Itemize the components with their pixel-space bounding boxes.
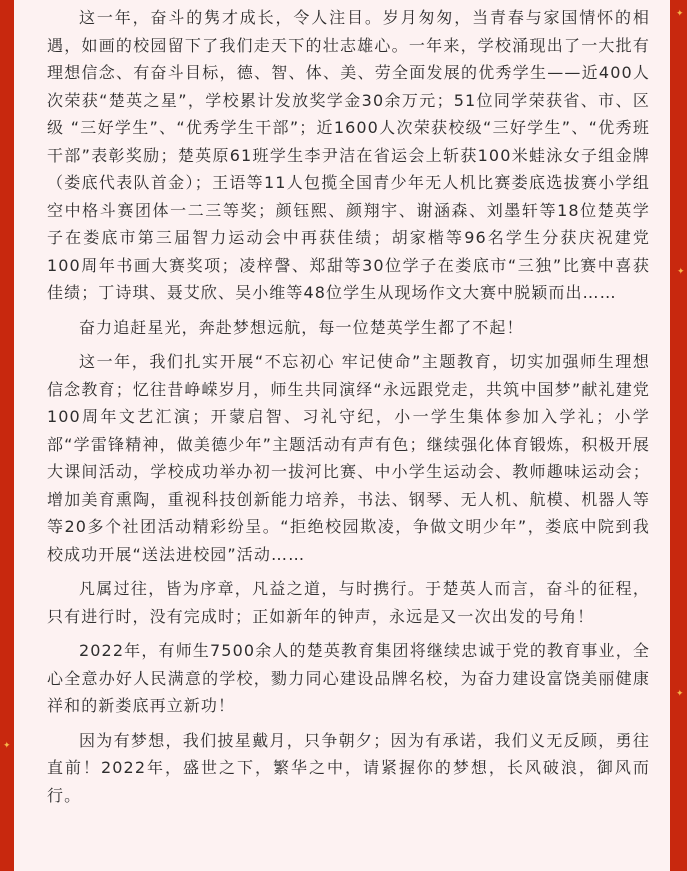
article-card (14, 0, 670, 871)
sparkle-icon: ✦ (677, 267, 685, 277)
sparkle-icon: ✦ (3, 741, 11, 751)
paragraph-journey: 凡属过往，皆为序章，凡益之道，与时携行。于楚英人而言，奋斗的征程，只有进行时，没有完成时；正如新年的钟声，永远是又一次出发的号角！ (47, 579, 650, 626)
paragraph-2022-plan: 2022年，有师生7500余人的楚英教育集团将继续忠诚于党的教育事业，全心全意办好人民满意的学校，勠力同心建设品牌名校，为奋力建设富饶美丽健康祥和的新娄底再立新功！ (47, 641, 650, 715)
paragraph-achievements: 这一年，奋斗的隽才成长，令人注目。岁月匆匆，当青春与家国情怀的相遇，如画的校园留下了我们走天下的壮志雄心。一年来，学校涌现出了一大批有理想信念、有奋斗目标，德、智、体、美、劳全面发展的优秀学生——近400人次荣获“楚英之星”，学校累计发放奖学金30余万元；51位同学荣获省、市、区级 “三好学生”、“优秀学生干部”；近1600人次荣获校级“三好学生”、“优秀班干部”表彰奖励；楚英原61班学生李尹洁在省运会上斩获100米蛙泳女子组金牌（娄底代表队首金）；王语等11人包揽全国青少年无人机比赛娄底选拔赛小学组空中格斗赛团体一二三等奖；颜钰熙、颜翔宇、谢涵森、刘墨轩等18位楚英学子在娄底市第三届智力运动会中再获佳绩；胡家楷等96名学生分获庆祝建党100周年书画大赛奖项；凌梓謦、郑甜等30位学子在娄底市“三独”比赛中喜获佳绩；丁诗琪、聂艾欣、吴小维等48位学生从现场作文大赛中脱颖而出…… (47, 8, 650, 302)
sparkle-icon: ✦ (676, 689, 684, 699)
paragraph-activities: 这一年，我们扎实开展“不忘初心 牢记使命”主题教育，切实加强师生理想信念教育；忆往昔峥嵘岁月，师生共同演绎“永远跟党走，共筑中国梦”献礼建党100周年文艺汇演；开蒙启智、习礼守纪，小一学生集体参加入学礼；小学部“学雷锋精神，做美德少年”主题活动有声有色；继续强化体育锻炼，积极开展大课间活动，学校成功举办初一拔河比赛、中小学生运动会、教师趣味运动会；增加美育熏陶，重视科技创新能力培养，书法、钢琴、无人机、航模、机器人等等20多个社团活动精彩纷呈。“拒绝校园欺凌，争做文明少年”，娄底中院到我校成功开展“送法进校园”活动…… (47, 352, 650, 564)
paragraph-closing: 因为有梦想，我们披星戴月，只争朝夕；因为有承诺，我们义无反顾，勇往直前！2022年，盛世之下，繁华之中，请紧握你的梦想，长风破浪，御风而行。 (47, 730, 650, 805)
paragraph-slogan: 奋力追赶星光，奔赴梦想远航，每一位楚英学生都了不起！ (79, 317, 524, 337)
sparkle-icon: ✦ (676, 9, 684, 19)
